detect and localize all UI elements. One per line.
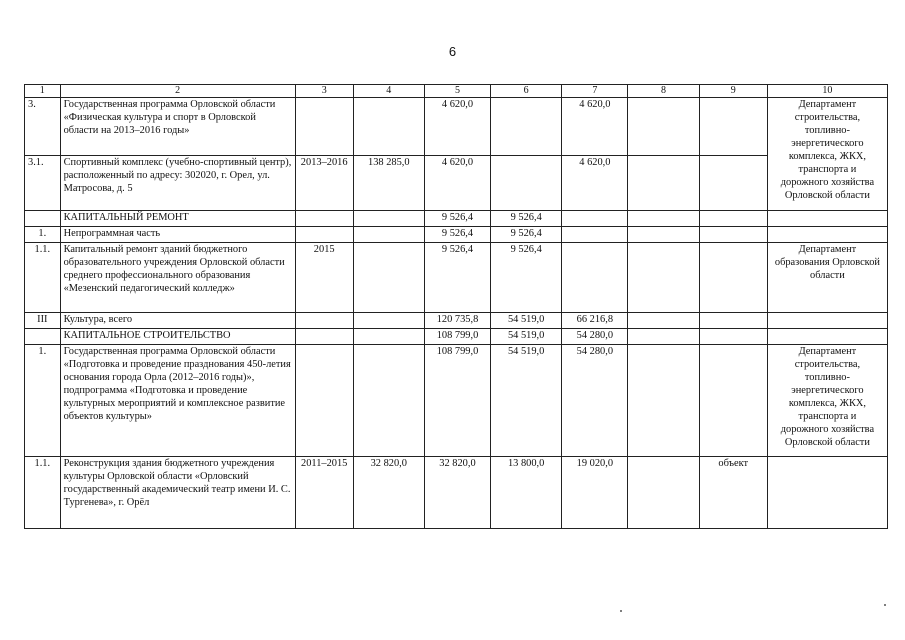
- period-cell: 2011–2015: [295, 457, 353, 529]
- value-cell: 138 285,0: [353, 156, 424, 211]
- header-cell: 3: [295, 85, 353, 98]
- dept-line: транспорта и: [798, 411, 857, 422]
- value-cell: 108 799,0: [424, 329, 490, 345]
- dept-line: строительства,: [794, 112, 861, 123]
- header-cell: 6: [491, 85, 562, 98]
- dept-line: дорожного хозяйства: [780, 177, 875, 188]
- header-cell: 4: [353, 85, 424, 98]
- header-cell: 7: [562, 85, 628, 98]
- row-number: 1.: [25, 227, 61, 243]
- value-cell: 32 820,0: [353, 457, 424, 529]
- value-cell: 54 280,0: [562, 345, 628, 457]
- table-row: [25, 345, 888, 457]
- scan-speck: [620, 610, 622, 612]
- period-cell: 2013–2016: [295, 156, 353, 211]
- dept-line: дорожного хозяйства: [780, 424, 875, 435]
- value-cell: 4 620,0: [562, 156, 628, 211]
- dept-line: Орловской области: [784, 190, 870, 201]
- dept-line: Департамент: [798, 244, 857, 255]
- table-row: [25, 329, 888, 345]
- value-cell: 9 526,4: [491, 211, 562, 227]
- budget-table: [24, 84, 888, 529]
- header-cell: 5: [424, 85, 490, 98]
- header-cell: 1: [25, 85, 61, 98]
- page-number: 6: [448, 44, 457, 59]
- dept-line: энергетического: [791, 385, 864, 396]
- value-cell: 4 620,0: [424, 156, 490, 211]
- value-cell: 9 526,4: [491, 243, 562, 313]
- responsible-department: [767, 98, 887, 211]
- value-cell: 54 519,0: [491, 329, 562, 345]
- value-cell: 9 526,4: [424, 243, 490, 313]
- section-heading: КАПИТАЛЬНЫЙ РЕМОНТ: [60, 211, 295, 227]
- value-cell: 9 526,4: [424, 227, 490, 243]
- row-number: 1.1.: [25, 457, 61, 529]
- header-cell: 8: [628, 85, 699, 98]
- table-row: [25, 98, 888, 156]
- responsible-department: [767, 345, 887, 457]
- header-cell: 9: [699, 85, 767, 98]
- dept-line: транспорта и: [798, 164, 857, 175]
- item-name: Непрограммная часть: [60, 227, 295, 243]
- section-heading: КАПИТАЛЬНОЕ СТРОИТЕЛЬСТВО: [60, 329, 295, 345]
- value-cell: 66 216,8: [562, 313, 628, 329]
- value-cell: 108 799,0: [424, 345, 490, 457]
- scan-speck: [884, 604, 886, 606]
- value-cell: 120 735,8: [424, 313, 490, 329]
- value-cell: 19 020,0: [562, 457, 628, 529]
- row-number: 1.: [25, 345, 61, 457]
- table-row: [25, 227, 888, 243]
- dept-line: топливно-: [804, 372, 850, 383]
- dept-line: Орловской области: [784, 437, 870, 448]
- dept-line: области: [810, 270, 845, 281]
- value-cell: 54 519,0: [491, 345, 562, 457]
- value-cell: 54 280,0: [562, 329, 628, 345]
- row-number: 1.1.: [25, 243, 61, 313]
- table-row: [25, 156, 888, 211]
- item-name: Капитальный ремонт зданий бюджетного образовательного учреждения Орловской области среднего профессионального образования «Мезенский педагогический колледж»: [60, 243, 295, 313]
- dept-line: комплекса, ЖКХ,: [788, 151, 866, 162]
- header-cell: 10: [767, 85, 887, 98]
- table-row: [25, 313, 888, 329]
- period-cell: 2015: [295, 243, 353, 313]
- dept-line: энергетического: [791, 138, 864, 149]
- dept-line: строительства,: [794, 359, 861, 370]
- value-cell: 9 526,4: [424, 211, 490, 227]
- item-name: Государственная программа Орловской области «Подготовка и проведение празднования 450-летия основания города Орла (2012–2016 годы)», подпрограмма «Подготовка и проведение культурных мероприятий и комплексное развитие объектов культуры»: [60, 345, 295, 457]
- header-row: [25, 85, 888, 98]
- responsible-department: [767, 243, 887, 313]
- dept-line: топливно-: [804, 125, 850, 136]
- value-cell: 32 820,0: [424, 457, 490, 529]
- table-row: [25, 457, 888, 529]
- value-cell: 4 620,0: [424, 98, 490, 156]
- item-name: Спортивный комплекс (учебно-спортивный центр), расположенный по адресу: 302020, г. Орел, ул. Матросова, д. 5: [60, 156, 295, 211]
- table-row: [25, 211, 888, 227]
- row-number: 3.1.: [25, 156, 61, 211]
- dept-line: Департамент: [798, 346, 857, 357]
- unit-cell: объект: [699, 457, 767, 529]
- item-name: Государственная программа Орловской области «Физическая культура и спорт в Орловской области на 2013–2016 годы»: [60, 98, 295, 156]
- value-cell: 54 519,0: [491, 313, 562, 329]
- row-number: 3.: [25, 98, 61, 156]
- value-cell: 9 526,4: [491, 227, 562, 243]
- dept-line: образования Орловской: [774, 257, 880, 268]
- dept-line: комплекса, ЖКХ,: [788, 398, 866, 409]
- value-cell: 4 620,0: [562, 98, 628, 156]
- item-name: Культура, всего: [60, 313, 295, 329]
- dept-line: Департамент: [798, 99, 857, 110]
- item-name: Реконструкция здания бюджетного учреждения культуры Орловской области «Орловский государственный академический театр имени И. С. Тургенева», г. Орёл: [60, 457, 295, 529]
- value-cell: 13 800,0: [491, 457, 562, 529]
- table-row: [25, 243, 888, 313]
- header-cell: 2: [60, 85, 295, 98]
- row-number: III: [25, 313, 61, 329]
